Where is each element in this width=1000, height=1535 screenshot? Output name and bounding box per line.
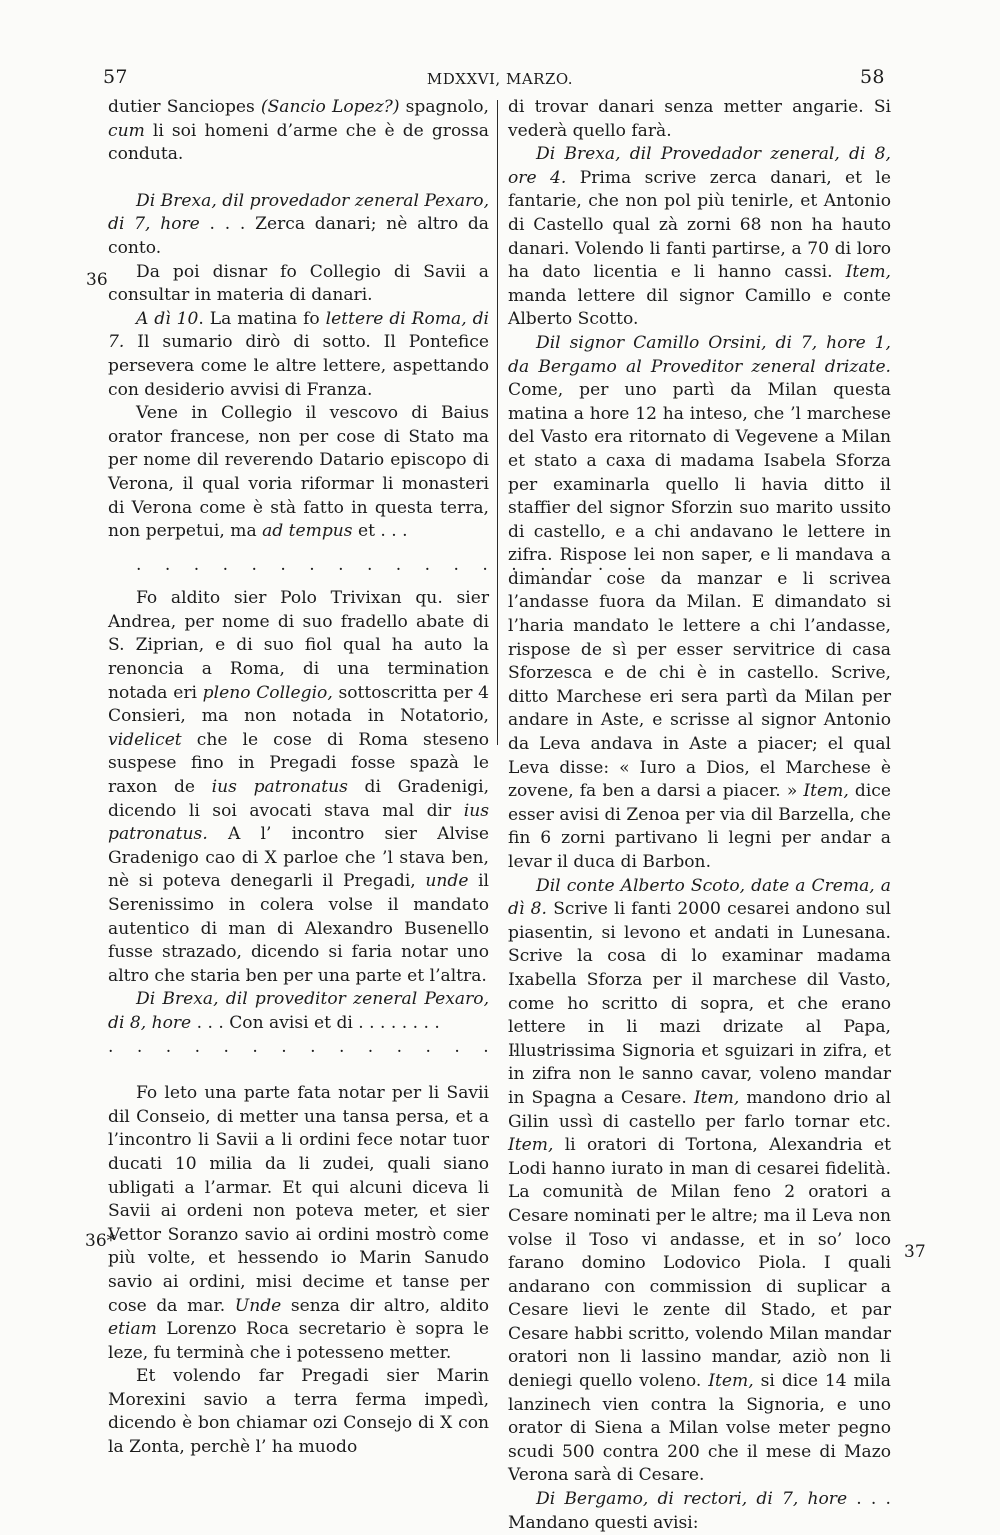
ellipsis-line: . . . . . . . . . . . . . . . . . . bbox=[136, 554, 642, 575]
paragraph: Di Brexa, dil provedador zeneral Pexaro, di 7, hore . . . Zerca danari; nè altro da conto. bbox=[108, 190, 489, 258]
left-column bbox=[108, 96, 642, 1460]
margin-note-37: 37 bbox=[904, 1242, 926, 1262]
running-header: MDXXVI, MARZO. bbox=[426, 70, 574, 88]
right-column bbox=[508, 96, 891, 1535]
paragraph: Vene in Collegio il vescovo di Baius orator francese, non per cose di Stato ma per nome dil reverendo Datario episcopo di Verona, il qual voria riformar li monasteri di Verona come è stà fatto in questa terra, non perpetui, ma ad tempus et . . . bbox=[108, 403, 489, 542]
page-number-left: 57 bbox=[103, 66, 128, 88]
page-number-right: 58 bbox=[860, 66, 885, 88]
ellipsis-line: . . . . . . . . . . . . . . . . . . bbox=[108, 1036, 614, 1057]
paragraph: di trovar danari senza metter angarie. Si vederà quello farà. bbox=[508, 97, 891, 141]
margin-note-36-star: 36* bbox=[85, 1231, 116, 1251]
paragraph: Di Brexa, dil Provedador zeneral, di 8, ore 4. Prima scrive zerca danari, et le fantarie, che non pol più tenirle, et Antonio di Castello qual zà zorni 68 non ha hauto danari. Volendo li fanti partirse, a 70 di loro ha dato licentia e li hanno cassi. Item, manda lettere dil signor Camillo e conte Alberto Scotto. bbox=[508, 144, 891, 330]
paragraph: A dì 10. La matina fo lettere di Roma, di 7. Il sumario dirò di sotto. Il Pontefice persevera come le altre lettere, aspettando con desiderio avvisi di Franza. bbox=[108, 308, 490, 400]
paragraph: Fo leto una parte fata notar per li Savii dil Conseio, di metter una tansa persa, et a l’incontro li Savii a li ordini fece notar tuor ducati 10 milia da li zudei, quali siano ubligati a l’armar. Et qui alcuni diceva li Savii ai ordeni non poteva meter, et sier Vettor Soranzo savio ai ordini mostrò come più volte, et hessendo io Marin Sanudo savio ai ordini, misi decime et tanse per cose da mar. Unde senza dir altro, aldito etiam Lorenzo Roca secretario è sopra le leze, fu terminà che i potesseno metter. bbox=[108, 1083, 489, 1363]
paragraph: dutier Sanciopes (Sancio Lopez?) spagnolo, cum li soi homeni d’arme che è de grossa conduta. bbox=[108, 97, 489, 165]
paragraph: Et volendo far Pregadi sier Marin Morexini savio a terra ferma impedì, dicendo è bon chiamar ozi Consejo di X con la Zonta, perchè l’ ha muodo bbox=[108, 1366, 489, 1458]
paragraph: Fo aldito sier Polo Trivixan qu. sier Andrea, per nome di suo fradello abate di S. Ziprian, e di suo fiol qual ha auto la renoncia a Roma, di una termination notada eri pleno Collegio, sottoscritta per 4 Consieri, ma non notada in Notatorio, videlicet che le cose di Roma steseno suspese fino in Pregadi fosse spazà le raxon de ius patronatus di Gradenigi, dicendo li soi avocati stava mal dir ius patronatus. A l’ incontro sier Alvise Gradenigo cao di X parloe che ’l stava ben, nè si poteva denegarli il Pregadi, unde il Serenissimo in colera volse il mandato autentico di man di Alexandro Busenello fusse strazado, dicendo si faria notar uno altro che staria ben per una parte et l’altra. bbox=[108, 588, 490, 986]
paragraph: Da poi disnar fo Collegio di Savii a consultar in materia di danari. bbox=[108, 261, 489, 306]
paragraph: Di Bergamo, di rectori, di 7, hore . . . Mandano questi avisi: bbox=[508, 1489, 891, 1533]
paragraph: Dil signor Camillo Orsini, di 7, hore 1, da Bergamo al Proveditor zeneral drizate. Come, per uno partì da Milan questa matina a hore 12 ha inteso, che ’l marchese del Vasto era ritornato di Vegevene a Milan et stato a caxa di madama Isabela Sforza per examinarla quello li havia ditto il staffier del signor Sforzin suo marito ussito di castello, e a chi andavano le lettere in zifra. Rispose lei non saper, e li mandava a dimandar cose da manzar e li scrivea l’andasse fuora da Milan. E dimandato si l’haria mandato le lettere a chi l’andasse, rispose de sì per esser servitrice di casa Sforzesca e de chi è in castello. Scrive, ditto Marchese eri sera partì da Milan per andare in Aste, e scrisse al signor Antonio da Leva andava in Aste a piacer; el qual Leva disse: « Iuro a Dios, el Marchese è zovene, fa ben a darsi a piacer. » Item, dice esser avisi di Zenoa per via dil Barzella, che fin 6 zorni partivano li legni per andar a levar il duca di Barbon. bbox=[508, 332, 891, 872]
paragraph: Dil conte Alberto Scoto, date a Crema, a dì 8. Scrive li fanti 2000 cesarei andono sul piasentin, si levono et andati in Lunesana. Scrive la cosa di lo examinar madama Ixabella Sforza per il marchese dil Vasto, come ho scritto di sopra, et che erano lettere in li mazi drizate al Papa, Illustrissima Signoria et sguizari in zifra, et in zifra non le sanno cavar, voleno mandar in Spagna a Cesare. Item, mandono drio al Gilin ussì di castello per farlo tornar etc. Item, li oratori di Tortona, Alexandria et Lodi hanno iurato in man di cesarei fidelità. La comunità de Milan feno 2 oratori a Cesare nominati per le altre; ma il Leva non volse il Toso vi andasse, et in so’ loco farano domino Lodovico Piola. I quali andarano con commission di suplicar a Cesare lievi le zente dil Stado, et par Cesare habbi scritto, volendo Milan mandar oratori non li lassino mandar, aziò non li deniegi quello voleno. Item, si dice 14 mila lanzinech vien contra la Signoria, e uno orator di Siena a Milan volse meter pegno scudi 500 contra 200 che il mese di Mazo Verona sarà di Cesare. bbox=[508, 875, 892, 1486]
column-divider bbox=[497, 100, 498, 745]
margin-note-36: 36 bbox=[86, 270, 108, 290]
paragraph: Di Brexa, dil proveditor zeneral Pexaro, di 8, hore . . . Con avisi et di . . . . . . . . bbox=[108, 989, 489, 1033]
